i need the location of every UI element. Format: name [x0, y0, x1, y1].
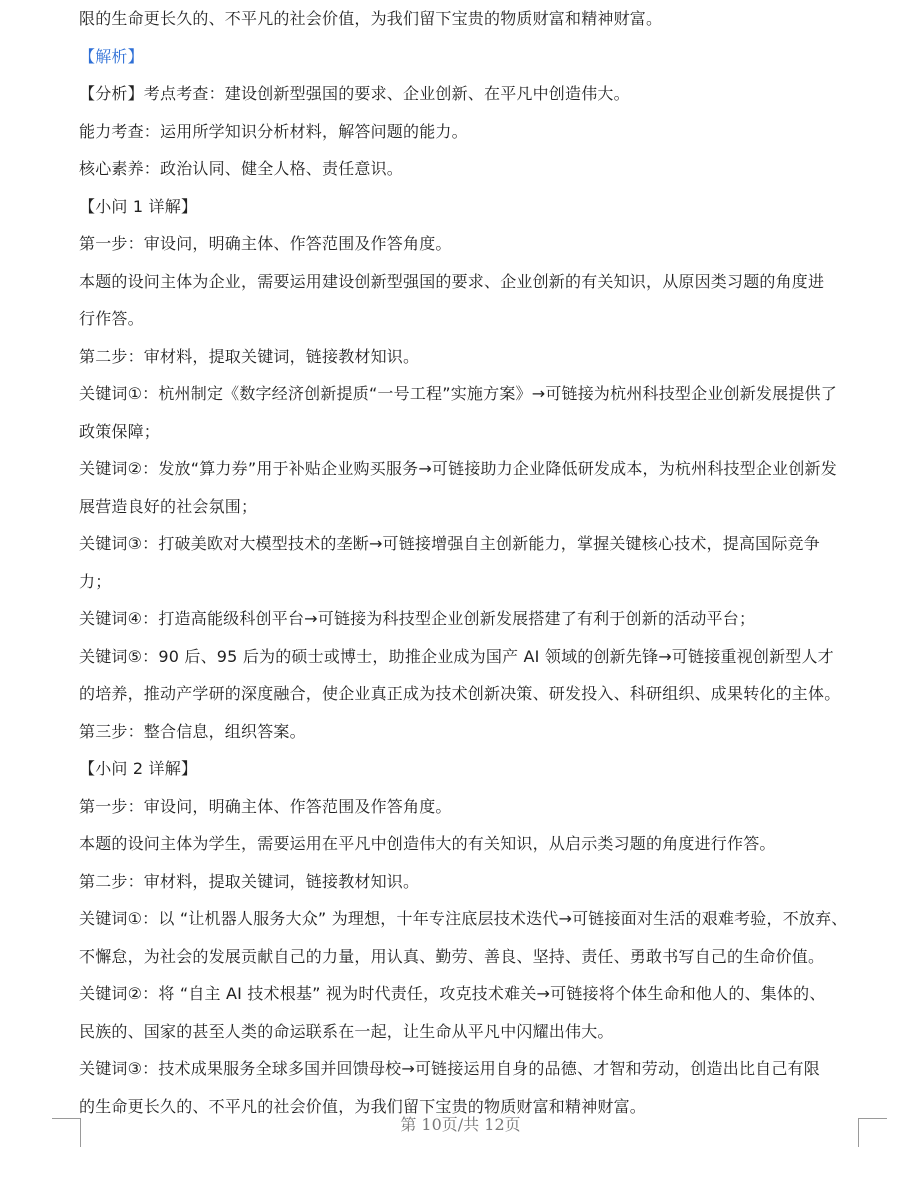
keyword-line: 不懈怠，为社会的发展贡献自己的力量，用认真、勤劳、善良、坚持、责任、勇敢书写自己的生命价值。: [79, 946, 825, 966]
keyword-line: 关键词③：打破美欧对大模型技术的垄断→可链接增强自主创新能力，掌握关键核心技术，提高国际竞争: [79, 534, 820, 553]
ability-line: 能力考查：运用所学知识分析材料，解答问题的能力。: [79, 121, 468, 141]
text-line: 限的生命更长久的、不平凡的社会价值，为我们留下宝贵的物质财富和精神财富。: [79, 9, 663, 28]
text-line: 第一步：审设问，明确主体、作答范围及作答角度。: [79, 234, 452, 253]
document-body: [79, 0, 865, 1125]
text-line: 本题的设问主体为企业，需要运用建设创新型强国的要求、企业创新的有关知识，从原因类习题的角度进: [79, 271, 825, 291]
keyword-line: 展营造良好的社会氛围；: [79, 496, 258, 516]
keyword-line: 的生命更长久的、不平凡的社会价值，为我们留下宝贵的物质财富和精神财富。: [79, 1096, 647, 1116]
keyword-line: 的培养，推动产学研的深度融合，使企业真正成为技术创新决策、研发投入、科研组织、成果转化的主体。: [79, 684, 841, 703]
text-line: 行作答。: [79, 309, 144, 328]
keyword-line: 力；: [79, 571, 112, 591]
core-literacy-line: 核心素养：政治认同、健全人格、责任意识。: [79, 159, 404, 178]
text-line: 第二步：审材料，提取关键词，链接教材知识。: [79, 871, 420, 891]
keyword-line: 关键词①：以 “让机器人服务大众” 为理想，十年专注底层技术迭代→可链接面对生活的艰难考验，不放弃、: [79, 909, 848, 928]
page-number-footer: 第 10页/共 12页: [400, 1115, 521, 1134]
jiexi-heading: 【解析】: [79, 46, 144, 66]
text-line: 第二步：审材料，提取关键词，链接教材知识。: [79, 346, 420, 366]
text-line: 第三步：整合信息，组织答案。: [79, 721, 306, 741]
text-line: 本题的设问主体为学生，需要运用在平凡中创造伟大的有关知识，从启示类习题的角度进行作答。: [79, 834, 776, 853]
keyword-line: 关键词①：杭州制定《数字经济创新提质“一号工程”实施方案》→可链接为杭州科技型企业创新发展提供了: [79, 384, 837, 403]
keyword-line: 政策保障；: [79, 421, 161, 441]
question2-heading: 【小问 2 详解】: [79, 759, 198, 778]
keyword-line: 关键词②：发放“算力券”用于补贴企业购买服务→可链接助力企业降低研发成本，为杭州科技型企业创新发: [79, 459, 837, 478]
question1-heading: 【小问 1 详解】: [79, 196, 198, 216]
keyword-line: 关键词②：将 “自主 AI 技术根基” 视为时代责任，攻克技术难关→可链接将个体生命和他人的、集体的、: [79, 984, 826, 1003]
keyword-line: 关键词④：打造高能级科创平台→可链接为科技型企业创新发展搭建了有利于创新的活动平台；: [79, 609, 756, 628]
analysis-line: 【分析】考点考查：建设创新型强国的要求、企业创新、在平凡中创造伟大。: [79, 84, 630, 103]
text-line: 第一步：审设问，明确主体、作答范围及作答角度。: [79, 796, 452, 816]
keyword-line: 民族的、国家的甚至人类的命运联系在一起，让生命从平凡中闪耀出伟大。: [79, 1021, 614, 1041]
keyword-line: 关键词⑤：90 后、95 后为的硕士或博士，助推企业成为国产 AI 领域的创新先锋→可链接重视创新型人才: [79, 646, 834, 666]
keyword-line: 关键词③：技术成果服务全球多国并回馈母校→可链接运用自身的品德、才智和劳动，创造出比自己有限: [79, 1059, 820, 1078]
